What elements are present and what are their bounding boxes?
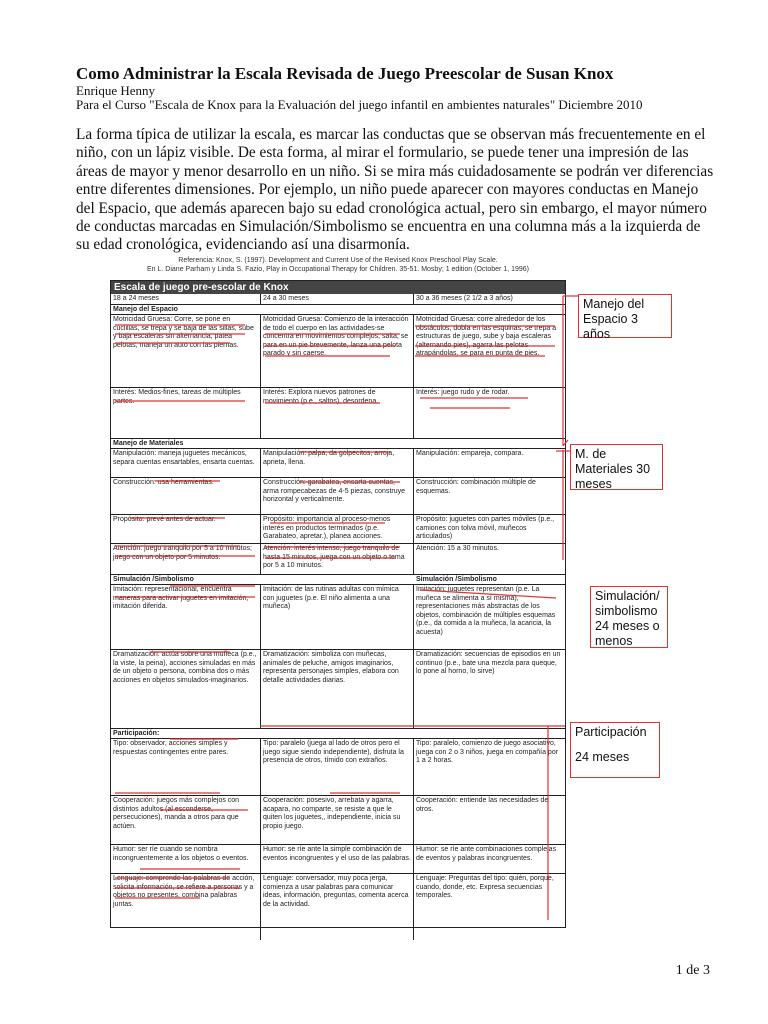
annotation-line bbox=[575, 740, 655, 750]
table-row bbox=[111, 585, 565, 650]
table-cell: Lenguaje: conversador, muy poca jerga, comienza a usar palabras para comunicar ideas, información, preguntas, comenta acerca de la actividad. bbox=[261, 874, 414, 940]
table-row bbox=[111, 739, 565, 796]
table-cell: Construcción: garabatea, ensarta cuentas, arma rompecabezas de 4-5 piezas, construye horizontal y verticalmente. bbox=[261, 478, 414, 514]
table-cell: Motricidad Gruesa: corre alrededor de los obstáculos, dobla en las esquinas, se trepa a estructuras de juego, sube y baja escaleras (alternando pies), agarra las pelotas atrapándolas, se para en punta de pies. bbox=[416, 316, 557, 357]
table-cell: Motricidad Gruesa: Corre, se pone en cuclillas, se trepa y se baja de las sillas, sube y baja escaleras sin alternancia, patea pelotas, maneja un auto con las piernas. bbox=[111, 315, 261, 387]
scale-title: Escala de juego pre-escolar de Knox bbox=[111, 281, 565, 294]
annotation-line: Participación bbox=[575, 725, 647, 739]
table-cell: Manipulación: empareja, compara. bbox=[416, 450, 524, 457]
annotation-line: 24 meses o bbox=[595, 619, 660, 633]
author: Enrique Henny bbox=[76, 83, 156, 98]
table-cell: Construcción: combinación múltiple de esquemas. bbox=[416, 479, 536, 495]
reference bbox=[110, 256, 566, 274]
table-cell: Imitación: representacional, encuentra maneras para activar juguetes en imitación, imitación diferida. bbox=[111, 585, 261, 649]
table-row bbox=[111, 796, 565, 845]
table-cell: Manipulación: maneja juguetes mecánicos, separa cuentas ensartables, ensarta cuentas. bbox=[111, 449, 261, 477]
table-cell: Atención: interés intenso, juego tranquilo de hasta 15 minutos, juega con un objeto o tema por 5 a 10 minutos. bbox=[261, 544, 414, 574]
table-cell: Cooperación: entiende las necesidades de otros. bbox=[416, 797, 549, 813]
table-row bbox=[111, 449, 565, 478]
annotation-line: Materiales 30 bbox=[575, 462, 651, 476]
table-cell: Motricidad Gruesa: Comienzo de la interacción de todo el cuerpo en las actividades-se concentra en movimientos complejos, salta, se para en un pie brevemente, lanza una pelota parado y sin caerse. bbox=[261, 315, 414, 387]
table-cell: Lenguaje: comprende las palabras de acción, solicita información, se refiere a personas y a objetos no presentes, combina palabras juntas. bbox=[111, 874, 261, 940]
age-header-row bbox=[111, 294, 565, 305]
table-cell: Propósito: juguetes con partes móviles (p.e., camiones con tolva móvil, muñecos articulados) bbox=[416, 516, 555, 540]
annotation-line: 24 meses bbox=[575, 750, 630, 764]
section-title: Simulación /Simbolismo bbox=[416, 576, 497, 583]
table-cell: Tipo: paralelo (juega al lado de otros pero el juego sigue siendo independiente), disfruta la presencia de otros, tímido con extraños. bbox=[261, 739, 414, 795]
reference-line: En L. Diane Parham y Linda S. Fazio, Play in Occupational Therapy for Children. 35-51. Mosby; 1 edition (October 1, 1996) bbox=[147, 266, 529, 273]
table-cell: Cooperación: posesivo, arrebata y agarra, acapara, no comparte, se resiste a que le quiten los juguetes,, independiente, inicia su propio juego. bbox=[261, 796, 414, 844]
table-cell: Interés: juego rudo y de rodar. bbox=[416, 389, 510, 396]
annotation-line: Simulación/ bbox=[595, 589, 660, 603]
table-cell: Propósito: prevé antes de actuar. bbox=[111, 515, 261, 543]
age-column-header: 30 a 36 meses (2 1/2 a 3 años) bbox=[416, 295, 513, 302]
table-row bbox=[111, 544, 565, 575]
table-cell: Dramatización: simboliza con muñecas, animales de peluche, amigos imaginarios, representa personajes simples, elabora con detalle actividades diarias. bbox=[261, 650, 414, 728]
table-cell: Atención: juego tranquilo por 5 a 10 minutos; juego con un objeto por 5 minutos. bbox=[111, 544, 261, 574]
annotation-line: M. de bbox=[575, 447, 607, 461]
table-cell: Imitación: de las rutinas adultas con mímica con juguetes (p.e. El niño alimenta a una muñeca) bbox=[261, 585, 414, 649]
annotation-line: años bbox=[583, 327, 611, 341]
table-row bbox=[111, 315, 565, 388]
reference-line: Referencia: Knox, S. (1997). Development and Current Use of the Revised Knox Preschool Play Scale. bbox=[178, 257, 498, 264]
table-cell: Humor: se ríe ante combinaciones complejas de eventos y palabras incongruentes. bbox=[416, 846, 557, 862]
age-column-header: 18 a 24 meses bbox=[111, 294, 261, 304]
table-cell: Interés: Explora nuevos patrones de movimiento (p.e., saltos), desordena. bbox=[261, 388, 414, 438]
table-row bbox=[111, 388, 565, 439]
annotation-line: menos bbox=[595, 634, 633, 648]
age-column-header: 24 a 30 meses bbox=[261, 294, 414, 304]
table-cell: Dramatización: actúa sobre una muñeca (p.e., la viste, la peina), acciones simuladas en más de un objeto o persona, combina dos o más acciones en objetos simulados-imaginarios. bbox=[111, 650, 261, 728]
annotation-line: Manejo del bbox=[583, 297, 645, 311]
annotation-line: meses bbox=[575, 477, 612, 491]
annotation-espacio bbox=[578, 294, 672, 341]
table-row bbox=[111, 650, 565, 729]
section-header-simulacion bbox=[111, 575, 565, 585]
table-cell: Humor: se ríe ante la simple combinación de eventos incongruentes y el uso de las palabras. bbox=[261, 845, 414, 873]
annotation-materiales bbox=[570, 444, 663, 490]
document-title: Como Administrar la Escala Revisada de Juego Preescolar de Susan Knox bbox=[76, 64, 614, 83]
table-cell: Manipulación: palpa, da golpecitos, arroja, aprieta, llena. bbox=[261, 449, 414, 477]
knox-scale-form bbox=[110, 280, 566, 928]
section-spacer bbox=[261, 575, 414, 584]
annotation-simulacion bbox=[590, 586, 668, 648]
table-cell: Tipo: paralelo, comienzo de juego asociativo, juega con 2 o 3 niños, juega en compañía por 1 a 2 horas. bbox=[416, 740, 559, 764]
section-title: Simulación /Simbolismo bbox=[113, 576, 194, 583]
table-cell: Imitación: juguetes representan (p.e. La muñeca se alimenta a sí misma), representaciones más abstractas de los objetos, combinación de múltiples esquemas (p.e., da comida a la muñeca, la acaricia, la acuesta) bbox=[416, 586, 556, 636]
table-cell: Cooperación: juegos más complejos con distintos adultos (al esconderse, persecuciones), manda a otros para que actúen. bbox=[111, 796, 261, 844]
table-row bbox=[111, 845, 565, 874]
table-cell: Lenguaje: Preguntas del tipo: quién, porque, cuando, donde, etc. Expresa secuencias temporales. bbox=[416, 875, 554, 899]
table-cell: Propósito: importancia al proceso-menos interés en productos terminados (p.e. Garabateo, apretar.), planea acciones. bbox=[261, 515, 414, 543]
table-cell: Tipo: observador, acciones simples y respuestas contingentes entre pares. bbox=[111, 739, 261, 795]
table-row bbox=[111, 874, 565, 940]
table-cell: Construcción: usa herramientas. bbox=[111, 478, 261, 514]
table-cell: Humor: ser ríe cuando se nombra incongruentemente a los objetos o eventos. bbox=[111, 845, 261, 873]
table-row bbox=[111, 515, 565, 544]
annotation-line: simbolismo bbox=[595, 604, 658, 618]
table-cell: Atención: 15 a 30 minutos. bbox=[416, 545, 499, 552]
page-number: 1 de 3 bbox=[675, 963, 710, 978]
section-header-materiales: Manejo de Materiales bbox=[111, 439, 565, 449]
section-header-participacion: Participación: bbox=[111, 729, 565, 739]
section-header-espacio: Manejo del Espacio bbox=[111, 305, 565, 315]
table-cell: Dramatización: secuencias de episodios en un continuo (p.e., bate una mezcla para queque, lo pone al horno, lo sirve) bbox=[416, 651, 561, 675]
annotation-line: Espacio 3 bbox=[583, 312, 638, 326]
table-row bbox=[111, 478, 565, 515]
table-cell: Interés: Medios-fines, tareas de múltiples partes. bbox=[111, 388, 261, 438]
course-line: Para el Curso "Escala de Knox para la Evaluación del juego infantil en ambientes naturales" Diciembre 2010 bbox=[76, 97, 643, 112]
annotation-participacion bbox=[570, 722, 660, 778]
intro-paragraph: La forma típica de utilizar la escala, es marcar las conductas que se observan más frecuentemente en el niño, con un lápiz visible. De esta forma, al mirar el formulario, se puede tener una impresión de las áreas de mayor y menor desarrollo en un niño. Si se mira más cuidadosamente se podrán ver diferencias entre diferentes dimensiones. Por ejemplo, un niño puede aparecer con mayores conductas en Manejo del Espacio, que además aparecen bajo su edad cronológica actual, pero sin embargo, el mayor número de conductas marcadas en Simulación/Simbolismo se encuentra en una columna más a la izquierda de su edad cronológica, evidenciando así una disarmonía. bbox=[76, 126, 714, 254]
